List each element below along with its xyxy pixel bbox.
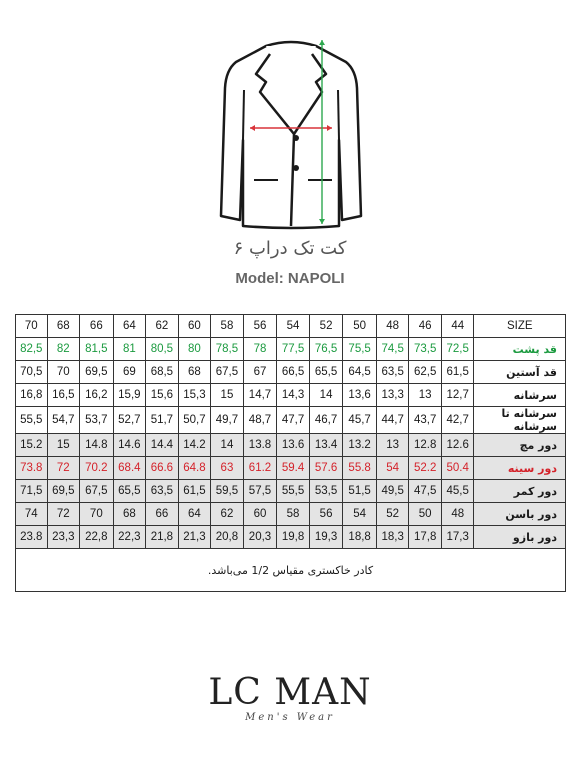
table-cell: 68,5 [146, 361, 179, 384]
row-label: قد آستین [474, 361, 566, 384]
size-header-cell: 54 [277, 315, 310, 338]
table-cell: 61,5 [178, 480, 211, 503]
size-header-cell: 56 [243, 315, 277, 338]
table-cell: 74 [16, 503, 48, 526]
table-row [16, 384, 566, 407]
size-header-cell: 44 [441, 315, 474, 338]
table-cell: 70,5 [16, 361, 48, 384]
table-cell: 67,5 [211, 361, 244, 384]
table-cell: 52.2 [409, 457, 442, 480]
table-cell: 13,3 [376, 384, 409, 407]
table-cell: 14 [309, 384, 343, 407]
table-cell: 43,7 [409, 407, 442, 434]
table-cell: 17,8 [409, 526, 442, 549]
table-row [16, 434, 566, 457]
table-row [16, 361, 566, 384]
size-header-cell: 52 [309, 315, 343, 338]
table-cell: 70 [47, 361, 80, 384]
row-label: دور مچ [474, 434, 566, 457]
table-cell: 70 [80, 503, 114, 526]
size-header-cell: 60 [178, 315, 211, 338]
table-cell: 14.6 [113, 434, 146, 457]
table-cell: 76,5 [309, 338, 343, 361]
table-cell: 64,5 [343, 361, 377, 384]
size-header-cell: 66 [80, 315, 114, 338]
table-cell: 16,8 [16, 384, 48, 407]
table-cell: 68 [113, 503, 146, 526]
table-cell: 56 [309, 503, 343, 526]
table-cell: 13,6 [343, 384, 377, 407]
table-cell: 15,6 [146, 384, 179, 407]
table-cell: 67,5 [80, 480, 114, 503]
table-cell: 14.4 [146, 434, 179, 457]
table-cell: 15.2 [16, 434, 48, 457]
table-cell: 16,2 [80, 384, 114, 407]
table-cell: 63,5 [146, 480, 179, 503]
table-cell: 74,5 [376, 338, 409, 361]
table-cell: 62,5 [409, 361, 442, 384]
table-cell: 16,5 [47, 384, 80, 407]
model-name: Model: NAPOLI [235, 270, 345, 287]
table-cell: 13.2 [343, 434, 377, 457]
table-cell: 72 [47, 503, 80, 526]
table-cell: 15 [47, 434, 80, 457]
jacket-button [293, 135, 299, 141]
row-label: دور باسن [474, 503, 566, 526]
table-cell: 51,7 [146, 407, 179, 434]
row-label: سرشانه [474, 384, 566, 407]
table-row [16, 526, 566, 549]
table-cell: 22,8 [80, 526, 114, 549]
table-cell: 52 [376, 503, 409, 526]
table-cell: 15,3 [178, 384, 211, 407]
row-label: دور کمر [474, 480, 566, 503]
table-cell: 23.8 [16, 526, 48, 549]
table-cell: 18,3 [376, 526, 409, 549]
table-cell: 61,5 [441, 361, 474, 384]
table-cell: 57.6 [309, 457, 343, 480]
size-header-cell: 48 [376, 315, 409, 338]
table-cell: 12.6 [441, 434, 474, 457]
table-cell: 46,7 [309, 407, 343, 434]
table-note-row [16, 549, 566, 592]
table-cell: 81 [113, 338, 146, 361]
table-cell: 80,5 [146, 338, 179, 361]
table-cell: 59.4 [277, 457, 310, 480]
table-cell: 17,3 [441, 526, 474, 549]
table-cell: 75,5 [343, 338, 377, 361]
table-cell: 13.4 [309, 434, 343, 457]
table-cell: 54 [376, 457, 409, 480]
table-cell: 14,7 [243, 384, 277, 407]
table-row [16, 338, 566, 361]
table-cell: 66,5 [277, 361, 310, 384]
table-cell: 64.8 [178, 457, 211, 480]
table-cell: 72 [47, 457, 80, 480]
size-header-label: SIZE [474, 315, 566, 338]
table-cell: 20,3 [243, 526, 277, 549]
table-cell: 12,7 [441, 384, 474, 407]
size-header-cell: 68 [47, 315, 80, 338]
table-cell: 63 [211, 457, 244, 480]
table-cell: 14.8 [80, 434, 114, 457]
table-row [16, 503, 566, 526]
table-row [16, 407, 566, 434]
table-cell: 54,7 [47, 407, 80, 434]
table-cell: 73,5 [409, 338, 442, 361]
table-cell: 78,5 [211, 338, 244, 361]
table-cell: 71,5 [16, 480, 48, 503]
table-cell: 22,3 [113, 526, 146, 549]
row-label: قد پشت [474, 338, 566, 361]
table-cell: 45,7 [343, 407, 377, 434]
row-label: دور سینه [474, 457, 566, 480]
table-cell: 15 [211, 384, 244, 407]
size-table [15, 314, 566, 592]
size-header-cell: 64 [113, 315, 146, 338]
table-cell: 68.4 [113, 457, 146, 480]
table-cell: 65,5 [113, 480, 146, 503]
table-cell: 55,5 [16, 407, 48, 434]
table-cell: 73.8 [16, 457, 48, 480]
table-note: کادر خاکستری مقیاس 1/2 می‌باشد. [16, 549, 566, 592]
table-cell: 69,5 [80, 361, 114, 384]
table-cell: 51,5 [343, 480, 377, 503]
table-cell: 82,5 [16, 338, 48, 361]
table-cell: 58 [277, 503, 310, 526]
table-cell: 53,5 [309, 480, 343, 503]
table-cell: 20,8 [211, 526, 244, 549]
table-cell: 65,5 [309, 361, 343, 384]
table-cell: 70.2 [80, 457, 114, 480]
table-cell: 55.8 [343, 457, 377, 480]
table-cell: 60 [243, 503, 277, 526]
table-cell: 48 [441, 503, 474, 526]
table-cell: 66.6 [146, 457, 179, 480]
table-cell: 55,5 [277, 480, 310, 503]
table-cell: 21,8 [146, 526, 179, 549]
table-cell: 81,5 [80, 338, 114, 361]
table-cell: 47,7 [277, 407, 310, 434]
jacket-button [293, 165, 299, 171]
table-cell: 57,5 [243, 480, 277, 503]
table-cell: 18,8 [343, 526, 377, 549]
table-cell: 80 [178, 338, 211, 361]
table-cell: 78 [243, 338, 277, 361]
table-cell: 69 [113, 361, 146, 384]
table-cell: 48,7 [243, 407, 277, 434]
table-cell: 63,5 [376, 361, 409, 384]
table-cell: 12.8 [409, 434, 442, 457]
table-header-row [16, 315, 566, 338]
table-cell: 66 [146, 503, 179, 526]
table-cell: 69,5 [47, 480, 80, 503]
size-header-cell: 50 [343, 315, 377, 338]
table-cell: 19,3 [309, 526, 343, 549]
table-cell: 14.2 [178, 434, 211, 457]
size-header-cell: 62 [146, 315, 179, 338]
table-cell: 19,8 [277, 526, 310, 549]
table-cell: 23,3 [47, 526, 80, 549]
table-cell: 13.8 [243, 434, 277, 457]
table-cell: 21,3 [178, 526, 211, 549]
table-cell: 59,5 [211, 480, 244, 503]
table-row [16, 457, 566, 480]
jacket-illustration [216, 30, 366, 230]
product-title: کت تک دراپ ۶ [233, 238, 347, 259]
size-header-cell: 46 [409, 315, 442, 338]
table-cell: 50 [409, 503, 442, 526]
table-cell: 14 [211, 434, 244, 457]
table-cell: 42,7 [441, 407, 474, 434]
brand-tagline: Men's Wear [245, 712, 335, 723]
size-header-cell: 58 [211, 315, 244, 338]
table-cell: 72,5 [441, 338, 474, 361]
table-cell: 77,5 [277, 338, 310, 361]
table-cell: 13.6 [277, 434, 310, 457]
table-cell: 68 [178, 361, 211, 384]
table-cell: 45,5 [441, 480, 474, 503]
table-cell: 50,7 [178, 407, 211, 434]
table-cell: 13 [409, 384, 442, 407]
table-cell: 67 [243, 361, 277, 384]
row-label: سرشانه تا سرشانه [474, 407, 566, 434]
size-header-cell: 70 [16, 315, 48, 338]
table-cell: 82 [47, 338, 80, 361]
table-cell: 44,7 [376, 407, 409, 434]
table-cell: 14,3 [277, 384, 310, 407]
row-label: دور بازو [474, 526, 566, 549]
table-cell: 47,5 [409, 480, 442, 503]
table-cell: 54 [343, 503, 377, 526]
table-cell: 62 [211, 503, 244, 526]
table-cell: 53,7 [80, 407, 114, 434]
table-cell: 15,9 [113, 384, 146, 407]
table-cell: 64 [178, 503, 211, 526]
table-row [16, 480, 566, 503]
table-cell: 13 [376, 434, 409, 457]
table-cell: 52,7 [113, 407, 146, 434]
table-cell: 49,5 [376, 480, 409, 503]
table-cell: 49,7 [211, 407, 244, 434]
brand-logo: LC MAN [208, 672, 372, 713]
table-cell: 50.4 [441, 457, 474, 480]
table-cell: 61.2 [243, 457, 277, 480]
